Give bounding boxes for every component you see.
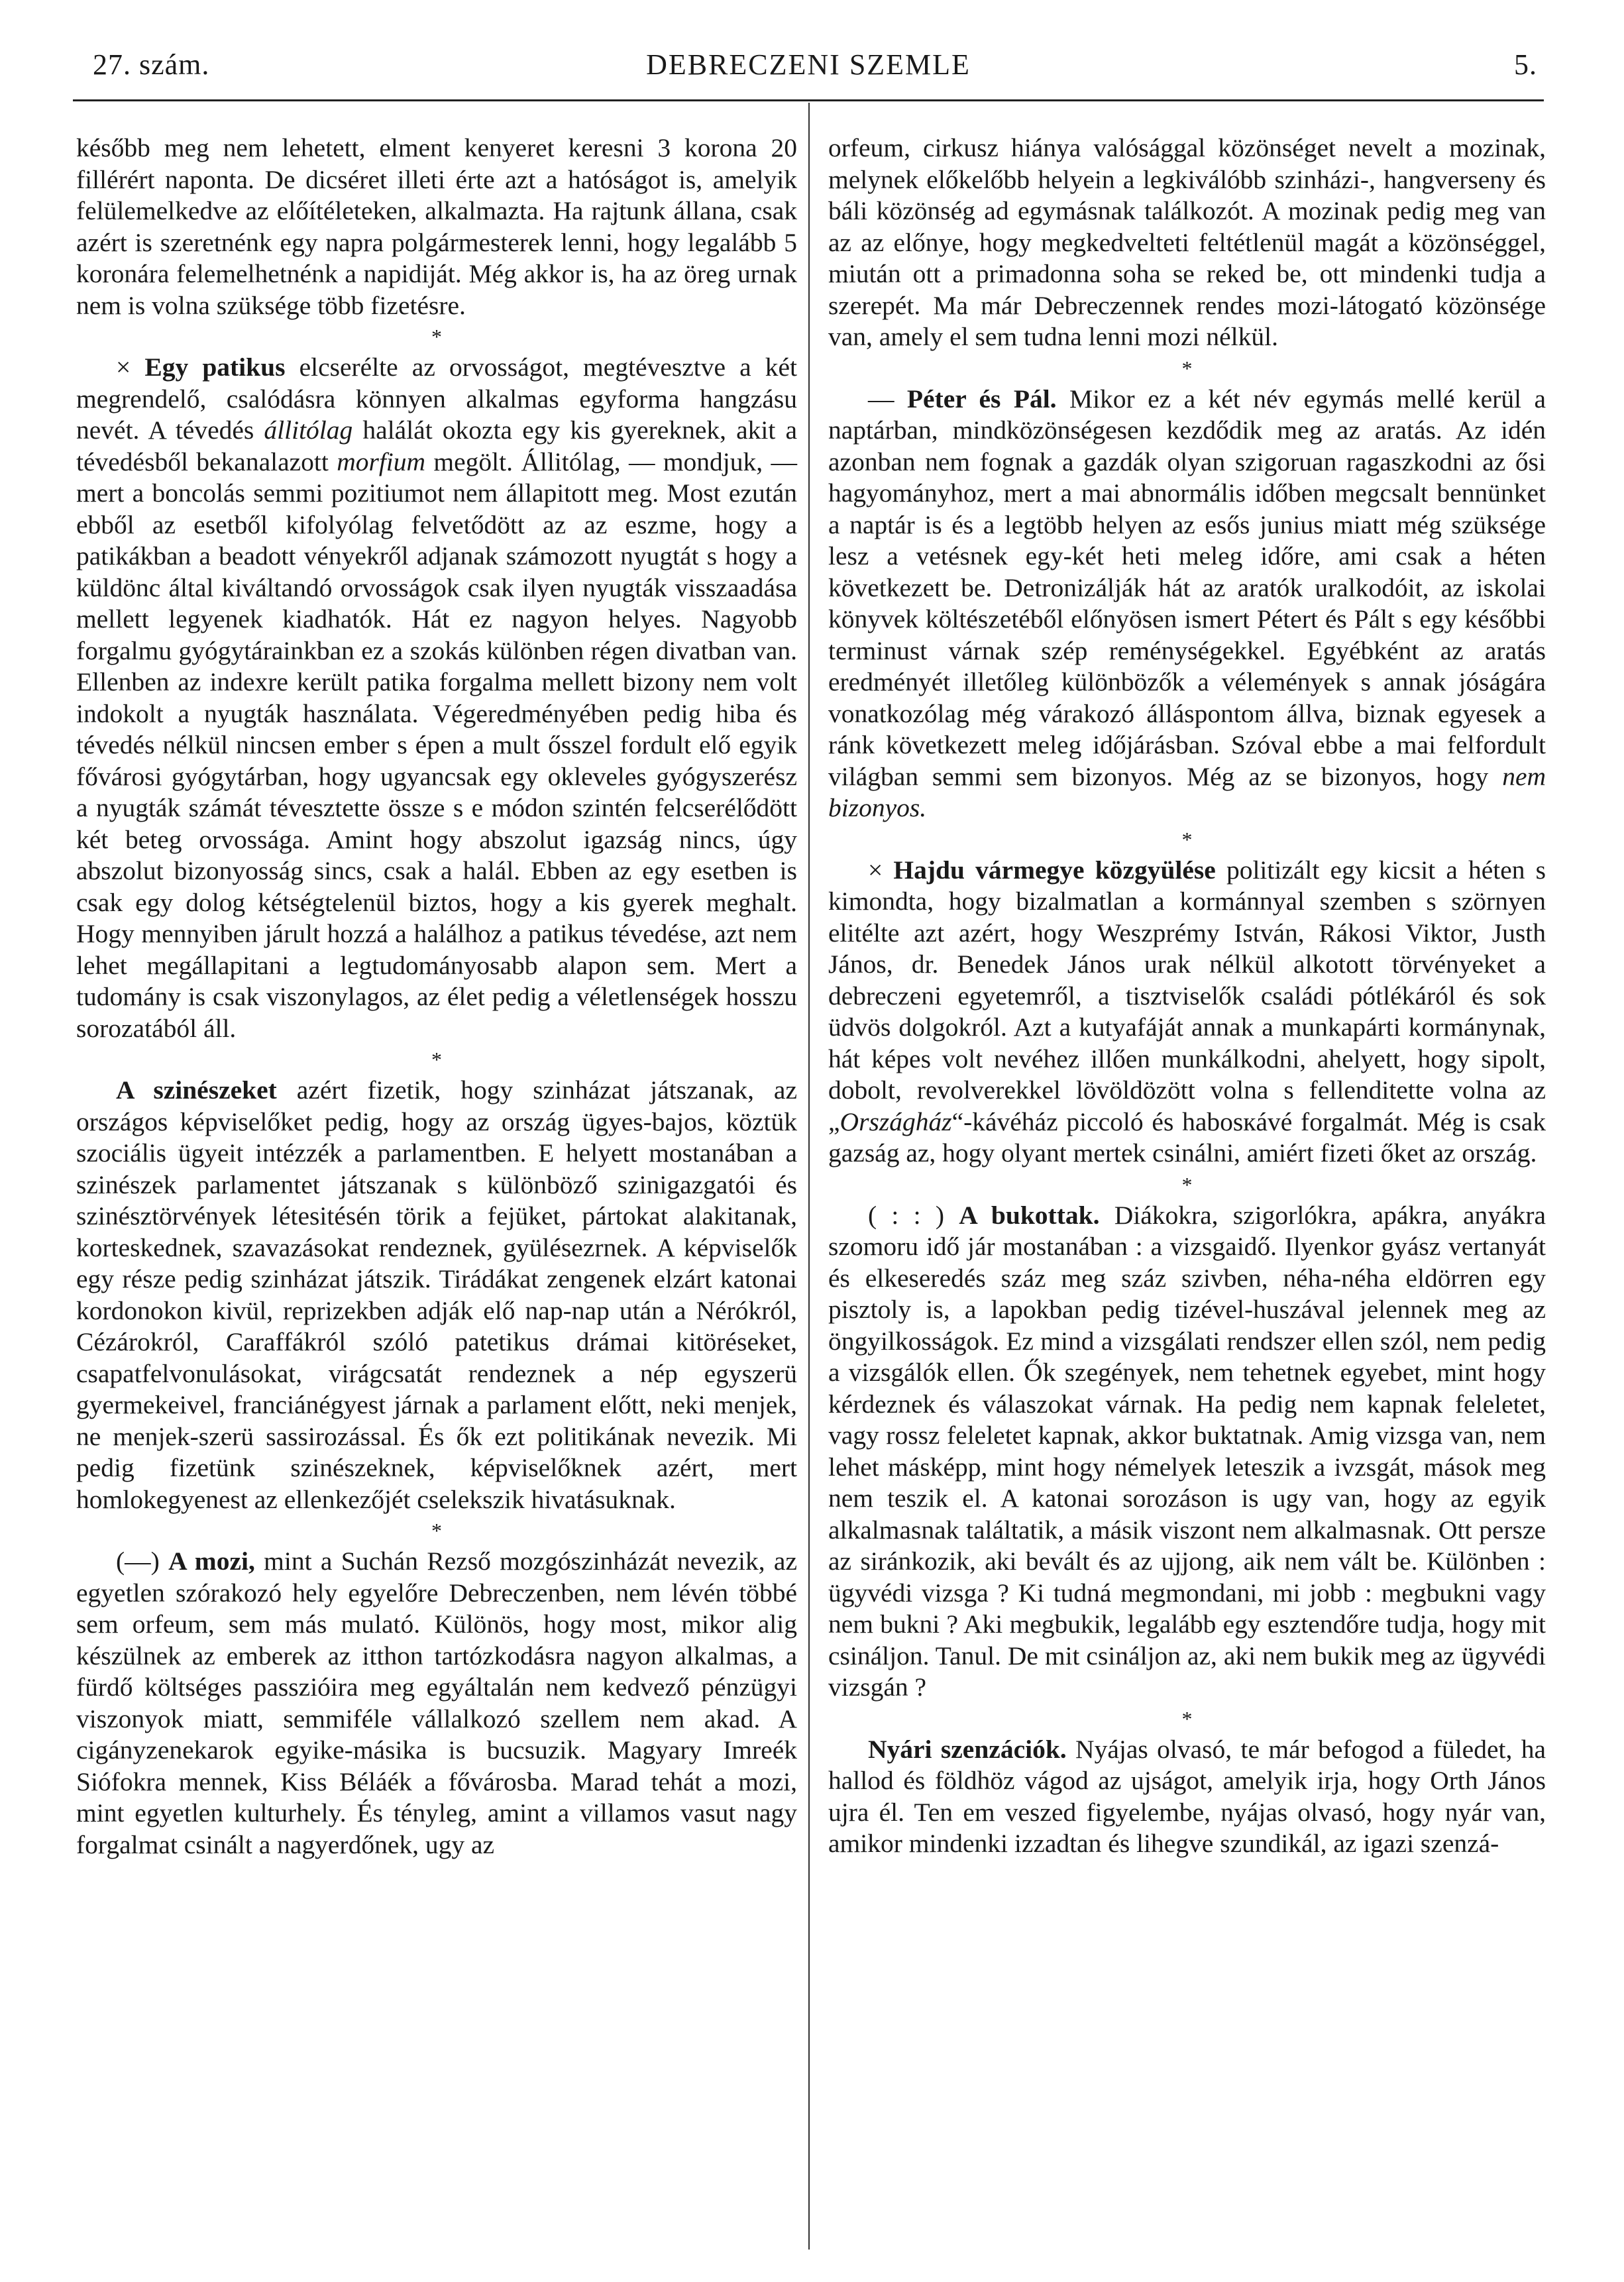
issue-number: 27. szám. bbox=[93, 48, 210, 81]
article-nyari bbox=[828, 1734, 1546, 1860]
column-divider bbox=[808, 103, 810, 2250]
section-marker: × bbox=[868, 855, 883, 885]
section-marker: ( : : ) bbox=[868, 1200, 945, 1230]
left-column bbox=[76, 133, 797, 1861]
page-header bbox=[73, 48, 1544, 87]
article-text: Nyájas olvasó, te már befogod a füledet, ha hallod és földhöz vágod az ujságot, amelyik irja, hogy Orth János ujra él. Ten em veszed figyelembe, nyájas olvasó, hogy nyár van, amikor mindenki izzadtan és lihegve szundikál, az igazi szenzá- bbox=[828, 1734, 1546, 1858]
article-lead: A mozi, bbox=[168, 1547, 255, 1576]
section-separator: * bbox=[431, 325, 442, 349]
article-text: megölt. Állitólag, — mondjuk, — mert a boncolás semmi pozitiumot nem állapitott meg. Most ezután ebből az esetből kifolyólag felvetődött az az eszme, hogy a patikákban a beadott vényekről adjanak számozott nyugtát s hogy a küldönc által kiváltandó orvosságok csak ilyen nyugták visszaadása mellett legyenek kiadhatók. Hát ez nagyon helyes. Nagyobb forgalmu gyógytárainkban ez a szokás különben régen divatban van. Ellenben az indexre került patika forgalma mellett bizony nem volt indokolt a nyugták használata. Végeredményében pedig hiba és tévedés nélkül nincsen ember s épen a mult ősszel fordult elő egyik fővárosi gyógytárban, hogy ugyancsak egy okleveles gyógyszerész a nyugták számát tévesztette össze s e módon szintén felcserélődött két beteg orvossága. Amint hogy abszolut igazság nincs, úgy abszolut bizonyosság sincs, csak a halál. Ebben az egy esetben is csak egy dolog kétségtelenül biztos, hogy a kis gyerek meghalt. Hogy mennyiben járult hozzá a halálhoz a patikus tévedése, azt nem lehet megállapitani a legtudományosabb alapon sem. Mert a tudomány is csak viszonylagos, az élet pedig a véletlenségek hosszu sorozatából áll. bbox=[76, 447, 797, 1043]
article-lead: A bukottak. bbox=[959, 1200, 1100, 1230]
section-separator: * bbox=[431, 1519, 442, 1543]
section-marker: — bbox=[868, 384, 894, 413]
article-text: mint a Suchán Rezső mozgószinházát nevezik, az egyetlen szórakozó hely egyelőre Debreczenben, nem lévén többé sem orfeum, sem más mulató. Különös, hogy most, mikor alig készülnek az emberek az itthon tartózkodásra nagyon alkalmas, a fürdő költséges passzióira meg egyáltalán nem kedvező pénzügyi viszonyok miatt, semmiféle vállalkozó szellem nem akad. A cigányzenekarok egyike-másika is bucsuzik. Magyary Imreék Siófokra mennek, Kiss Béláék a fővárosba. Marad tehát a mozi, mint egyetlen kulturhely. És tényleg, amint a villamos vasut nagy forgalmat csinált a nagyerdőnek, ugy az bbox=[76, 1547, 797, 1859]
section-separator: * bbox=[431, 1048, 442, 1071]
emphasis-text: Országház bbox=[839, 1107, 952, 1136]
section-separator: * bbox=[1181, 1706, 1193, 1731]
article-text: Diákokra, szigorlókra, apákra, anyákra szomoru idő jár mostanában : a vizsgaidő. Ilyenkor gyász vertanyát és elkeseredés száz meg száz szivben, néha-néha eldörren egy pisztoly is, a lapokban pedig tizével-huszával jelennek meg az öngyilkosságok. Ez mind a vizsgálati rendszer ellen szól, nem pedig a vizsgálók ellen. Ők szegények, nem tehetnek egyebet, mint hogy kérdeznek és válaszokat várnak. Ha pedig nem kapnak feleletet, vagy rossz feleletet kapnak, akkor buktatnak. Amig vizsga van, nem lehet másképp, mint hogy némelyek leteszik a ivzsgát, mások meg nem teszik el. A katonai sorozáson is ugy van, hogy az egyik alkalmasnak találtatik, a másik viszont nem alkalmasnak. Ott persze az siránkozik, aki bevált és az ujjong, aik nem vált be. Különben : ügyvédi vizsga ? Ki tudná megmondani, mi jobb : megbukni vagy nem bukni ? Aki megbukik, legalább egy esztendőre tudja, hogy mit csináljon. Tanul. De mit csináljon az, aki nem bukik meg az ügyvédi vizsgán ? bbox=[828, 1200, 1546, 1702]
article-text: halálát okozta egy kis gyereknek, akit a tévedésből bekanalazott bbox=[76, 415, 797, 476]
article-szineszek bbox=[76, 1075, 797, 1515]
article-lead: Hajdu vármegye közgyülése bbox=[893, 855, 1216, 885]
article-peter-pal bbox=[828, 384, 1546, 824]
article-continuation: orfeum, cirkusz hiánya valósággal közönséget nevelt a mozinak, melynek előkelőbb helyein a legkiválóbb szinházi-, hangverseny és báli közönség ad egymásnak találkozót. A mozinak pedig meg van az az előnye, hogy megkedvelteti feltétlenül magát a közönséggel, miután ott a primadonna soha se reked be, ott mindenki tudja a szerepét. Ma már Debreczennek rendes mozi-látogató közönsége van, amely el sem tudna lenni mozi nélkül. bbox=[828, 133, 1546, 351]
header-rule bbox=[73, 99, 1544, 101]
right-column bbox=[828, 133, 1546, 1860]
emphasis-text: morfium bbox=[337, 447, 426, 476]
article-lead: Péter és Pál. bbox=[906, 384, 1057, 413]
article-text: elcserélte az orvosságot, megtévesztve a két megrendelő, csalódásra könnyen alkalmas egyforma hangzásu nevét. A tévedés bbox=[76, 353, 797, 445]
section-marker: × bbox=[116, 353, 131, 382]
emphasis-text: nem bizonyos. bbox=[828, 761, 1546, 822]
section-separator: * bbox=[1181, 827, 1193, 851]
section-marker: (—) bbox=[116, 1547, 160, 1576]
article-lead: Egy patikus bbox=[144, 353, 286, 382]
emphasis-text: állitólag bbox=[264, 415, 353, 445]
page-number: 5. bbox=[1514, 48, 1537, 81]
article-continuation: később meg nem lehetett, elment kenyeret keresni 3 korona 20 fillérért naponta. De dicséret illeti érte azt a hatóságot is, amelyik felülemelkedve az előítéleteken, alkalmazta. Ha rajtunk állana, csak azért is szeretnénk egy napra polgármesterek lenni, hogy legalább 5 koronára felemelhetnénk a napidiját. Még akkor is, ha az öreg urnak nem is volna szüksége több fizetésre. bbox=[76, 133, 797, 320]
publication-title: DEBRECZENI SZEMLE bbox=[646, 48, 971, 81]
article-text: Mikor ez a két név egymás mellé kerül a naptárban, mindközönségesen kezdődik meg az aratás. Az idén azonban nem fognak a gazdák olyan szigoruan ragaszkodni az ősi hagyományhoz, mert a mai abnormális időben megcsalt bennünket a naptár is és a legtöbb helyen az esős junius miatt még szüksége lesz a vetésnek egy-két heti meleg időre, ami csak a héten következett be. Detronizálják hát az aratók uralkodóit, az iskolai könyvek költészetéből előnyösen ismert Pétert és Pált s egy későbbi terminust várnak szép reménységekkel. Egyébként az aratás eredményét illetőleg különbözők a vélemények s annak jóságára vonatkozólag még várakozó álláspontom állva, biznak egyesek a ránk következett meleg időjárásban. Szóval ebbe a mai felfordult világban semmi sem bizonyos. Még az se bizonyos, hogy bbox=[828, 384, 1546, 791]
article-patikus bbox=[76, 352, 797, 1044]
article-text: azért fizetik, hogy szinházat játszanak, az országos képviselőket pedig, hogy az ország ügyes-bajos, köztük szociális ügyeit intézzék a parlamentben. E helyett mostanában a szinészek parlamentet játszanak s különböző szinigazgatói és szinésztörvények létesitésén törik a fejüket, pártokat alakitanak, korteskednek, szavazásokat rendeznek, gyülésezrnek. A képviselők egy része pedig szinházat játszik. Tirádákat zengenek elzárt katonai kordonokon kivül, reprizekben adják elő nap-nap után a Nérókról, Cézárokról, Caraffákról szóló patetikus drámai kitöréseket, csapatfelvonulásokat, virágcsatát rendeznek a nép egyszerü gyermekeivel, franciánégyest járnak a parlament előtt, neki menjek, ne menjek-szerü sassirozással. És ők ezt politikának nevezik. Mi pedig fizetünk szinészeknek, képviselőknek azért, mert homlokegyenest az ellenkezőjét cselekszik hivatásuknak. bbox=[76, 1075, 797, 1514]
article-lead: Nyári szenzációk. bbox=[868, 1734, 1067, 1764]
article-lead: A szinészeket bbox=[116, 1075, 277, 1105]
article-bukottak bbox=[828, 1200, 1546, 1704]
article-hajdu bbox=[828, 855, 1546, 1169]
section-separator: * bbox=[1181, 1172, 1193, 1197]
article-text: “-kávéház piccoló és habosкávé forgalmát. Még is csak gazság az, hogy olyant mertek csinálni, amiért fizeti őket az ország. bbox=[828, 1107, 1546, 1168]
article-mozi bbox=[76, 1546, 797, 1861]
section-separator: * bbox=[1181, 356, 1193, 380]
article-text: politizált egy kicsit a héten s kimondta, hogy bizalmatlan a kormánnyal szemben s szörnyen elitélte azt azért, hogy Weszprémy István, Rákosi Viktor, Justh János, dr. Benedek János urak nélkül alkotott törvényeket a debreczeni egyetemről, a tisztviselők családi pótlékáról és sok üdvös dolgokról. Azt a kutyafáját annak a munkapárti kormánynak, hát képes volt nevéhez illően munkálkodni, ahelyett, hogy sipolt, dobolt, revolverekkel lövöldözött volna s fellenditette volna az „ bbox=[828, 855, 1546, 1136]
